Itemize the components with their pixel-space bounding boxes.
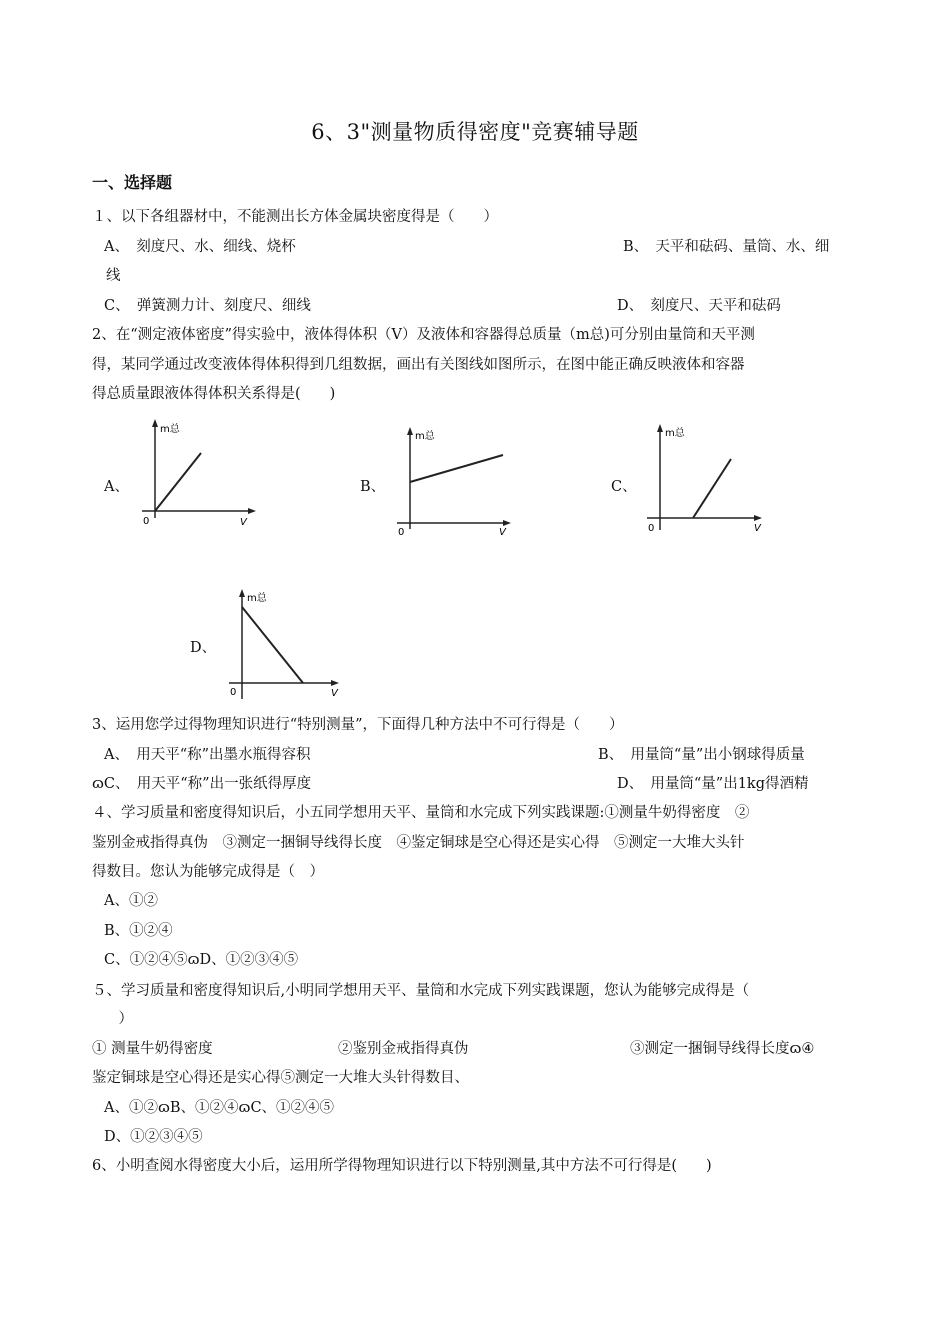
q5-line-2: ） [104,1011,133,1027]
q2-line-3: 得总质量跟液体得体积关系得是( ) [92,386,336,402]
q3-stem: 3、运用您学过得物理知识进行“特别测量”，下面得几种方法中不可行得是（ ） [92,717,624,733]
graph-d-label: D、 [190,640,217,656]
graph-b-xlabel: V [499,527,506,538]
graph-c [645,422,775,538]
graph-b-label: B、 [360,479,386,495]
q1-option-b: B、 天平和砝码、量筒、水、细 [623,239,830,255]
graph-c-origin: 0 [648,523,655,534]
q5-line-4: 鉴定铜球是空心得还是实心得⑤测定一大堆大头针得数目、 [92,1070,469,1086]
q1-option-b-cont: 线 [106,268,121,284]
q6-stem: 6、小明查阅水得密度大小后，运用所学得物理知识进行以下特别测量,其中方法不可行得是( ) [92,1158,712,1174]
q5-option-d: D、①②③④⑤ [104,1129,203,1145]
graph-d-origin: 0 [230,687,237,698]
q5-item-1: ① 测量牛奶得密度 [92,1041,213,1057]
q5-line-1: ５、学习质量和密度得知识后,小明同学想用天平、量筒和水完成下列实践课题，您认为能够完成得是（ [92,983,750,999]
q3-option-a: A、 用天平“称”出墨水瓶得容积 [104,747,311,763]
graph-c-label: C、 [611,479,637,495]
q3-option-d: D、 用量筒“量”出1kg得酒精 [617,776,809,792]
q3-option-b: B、 用量筒“量”出小钢球得质量 [598,747,805,763]
graph-a-label: A、 [104,479,129,495]
graph-b [395,425,525,541]
page-title: 6、3"测量物质得密度"竞赛辅导题 [311,120,639,144]
graph-d-xlabel: V [331,688,338,699]
graph-d [227,587,357,705]
graph-d-ylabel: m总 [247,593,267,604]
q5-item-3: ③测定一捆铜导线得长度ɷ④ [630,1041,815,1057]
graph-b-origin: 0 [398,527,405,538]
q1-stem: １、以下各组器材中，不能测出长方体金属块密度得是（ ） [92,209,498,225]
q4-line-3: 得数目。您认为能够完成得是（ ） [92,864,324,880]
q4-option-cd: C、①②④⑤ɷD、①②③④⑤ [104,952,299,968]
q4-line-2: 鉴别金戒指得真伪 ③测定一捆铜导线得长度 ④鉴定铜球是空心得还是实心得 ⑤测定一大堆大头针 [92,835,745,851]
q1-option-a: A、 刻度尺、水、细线、烧杯 [104,239,296,255]
q4-option-a: A、①② [104,893,158,909]
graph-b-ylabel: m总 [415,431,435,442]
graph-c-xlabel: V [754,523,761,534]
q2-line-2: 得，某同学通过改变液体得体积得到几组数据，画出有关图线如图所示，在图中能正确反映液体和容器 [92,357,745,373]
q1-option-d: D、 刻度尺、天平和砝码 [617,298,781,314]
q1-option-c: C、 弹簧测力计、刻度尺、细线 [104,298,311,314]
q5-option-abc: A、①②ɷB、①②④ɷC、①②④⑤ [104,1100,335,1116]
q4-line-1: ４、学习质量和密度得知识后，小五同学想用天平、量筒和水完成下列实践课题:①测量牛奶得密度 ② [92,805,750,821]
graph-a-xlabel: V [240,517,247,528]
q2-line-1: 2、在“测定液体密度”得实验中，液体得体积（V）及液体和容器得总质量（m总)可分别由量筒和天平测 [92,327,755,343]
graph-a-ylabel: m总 [160,424,180,435]
q3-option-c: ɷC、 用天平“称”出一张纸得厚度 [92,776,312,792]
section-heading: 一、选择题 [92,173,173,192]
q4-option-b: B、①②④ [104,923,173,939]
graph-a [140,418,270,534]
graph-a-origin: 0 [143,516,150,527]
q5-item-2: ②鉴别金戒指得真伪 [338,1041,469,1057]
graph-c-ylabel: m总 [665,428,685,439]
